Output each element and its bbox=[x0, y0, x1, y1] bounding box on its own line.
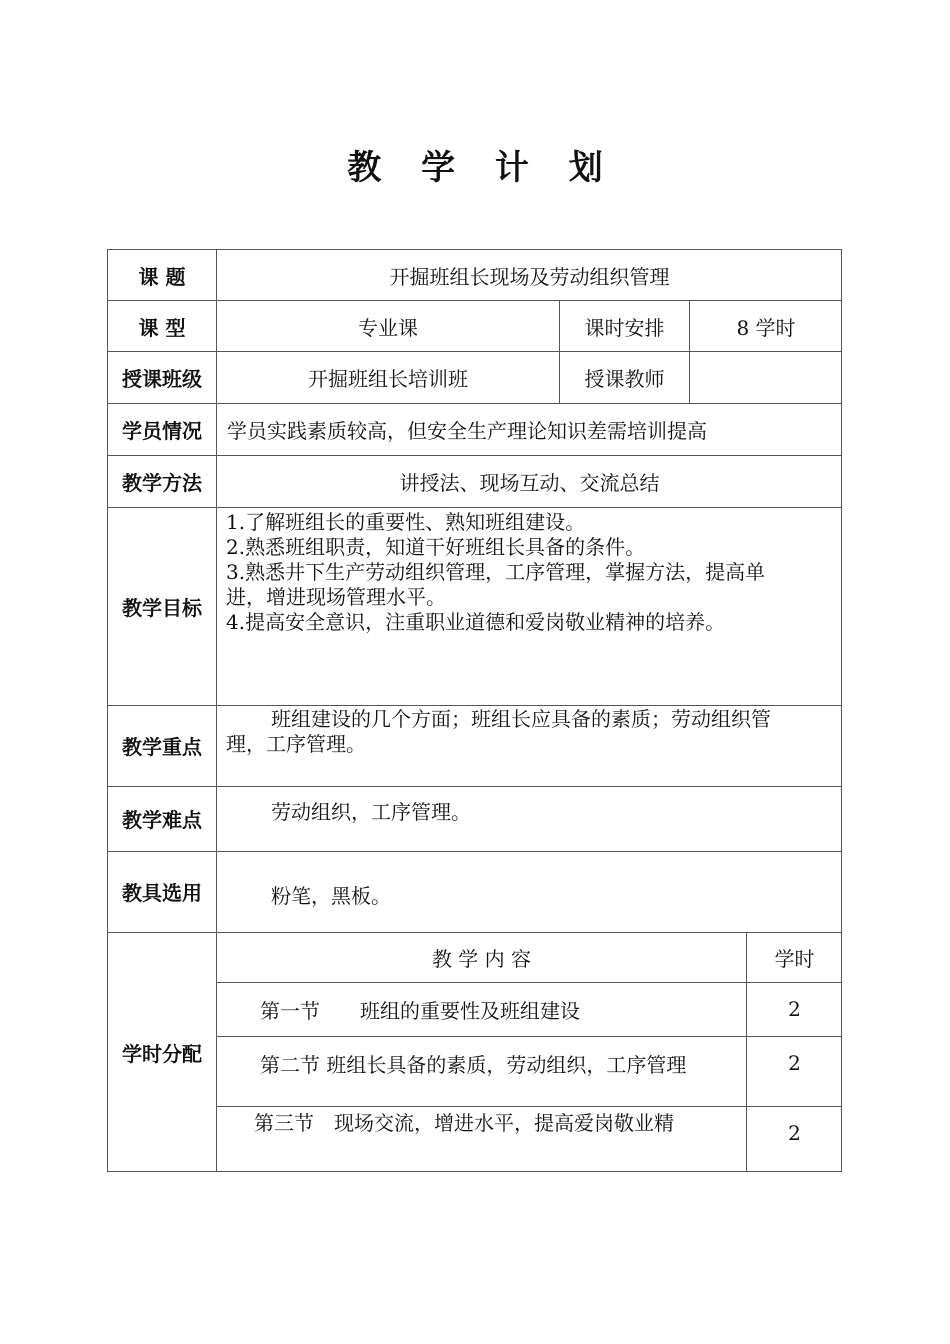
hours-value: 8 学时 bbox=[736, 315, 796, 340]
allocation-label: 学时分配 bbox=[122, 1041, 202, 1066]
goal-item: 4.提高安全意识，注重职业道德和爱岗敬业精神的培养。 bbox=[226, 610, 726, 634]
section-content: 第一节 班组的重要性及班组建设 bbox=[260, 998, 580, 1023]
type-label: 课 型 bbox=[138, 315, 186, 340]
difficulty-value: 劳动组织，工序管理。 bbox=[271, 800, 471, 824]
row-divider bbox=[107, 507, 842, 508]
row-divider bbox=[107, 705, 842, 706]
method-value: 讲授法、现场互动、交流总结 bbox=[399, 470, 660, 495]
section-hours: 2 bbox=[788, 1121, 801, 1145]
topic-value: 开掘班组长现场及劳动组织管理 bbox=[389, 264, 670, 289]
class-label: 授课班级 bbox=[122, 366, 202, 391]
class-value: 开掘班组长培训班 bbox=[308, 366, 468, 391]
goal-item: 1.了解班组长的重要性、熟知班组建设。 bbox=[226, 510, 586, 534]
key-line: 班组建设的几个方面；班组长应具备的素质；劳动组织管 bbox=[271, 707, 771, 731]
hours-header: 学时 bbox=[774, 946, 815, 971]
method-label: 教学方法 bbox=[122, 470, 202, 495]
tools-value: 粉笔，黑板。 bbox=[271, 884, 391, 908]
page-title: 教 学 计 划 bbox=[347, 148, 617, 188]
key-line: 理，工序管理。 bbox=[226, 732, 366, 756]
row-divider bbox=[107, 851, 842, 852]
type-value: 专业课 bbox=[358, 315, 418, 340]
hours-label: 课时安排 bbox=[584, 315, 665, 340]
goals-list bbox=[226, 510, 838, 635]
students-label: 学员情况 bbox=[122, 418, 202, 443]
row-divider bbox=[107, 786, 842, 787]
section-content: 第三节 现场交流，增进水平，提高爱岗敬业精 bbox=[254, 1110, 674, 1135]
students-value: 学员实践素质较高，但安全生产理论知识差需培训提高 bbox=[227, 418, 707, 443]
content-header: 教 学 内 容 bbox=[431, 946, 532, 971]
goal-item: 3.熟悉井下生产劳动组织管理，工序管理，掌握方法，提高单 bbox=[226, 560, 766, 584]
goal-item: 进，增进现场管理水平。 bbox=[226, 585, 446, 609]
section-hours: 2 bbox=[788, 997, 801, 1021]
teacher-value bbox=[690, 351, 842, 403]
section-hours: 2 bbox=[788, 1051, 801, 1075]
teacher-label: 授课教师 bbox=[584, 366, 665, 391]
goals-label: 教学目标 bbox=[122, 595, 202, 620]
topic-label: 课 题 bbox=[138, 264, 186, 289]
key-points bbox=[226, 707, 838, 757]
tools-label: 教具选用 bbox=[122, 881, 202, 905]
goal-item: 2.熟悉班组职责，知道干好班组长具备的条件。 bbox=[226, 535, 646, 559]
section-content: 第二节 班组长具备的素质，劳动组织，工序管理 bbox=[260, 1052, 687, 1077]
difficulty-label: 教学难点 bbox=[122, 808, 202, 832]
key-label: 教学重点 bbox=[122, 735, 202, 759]
